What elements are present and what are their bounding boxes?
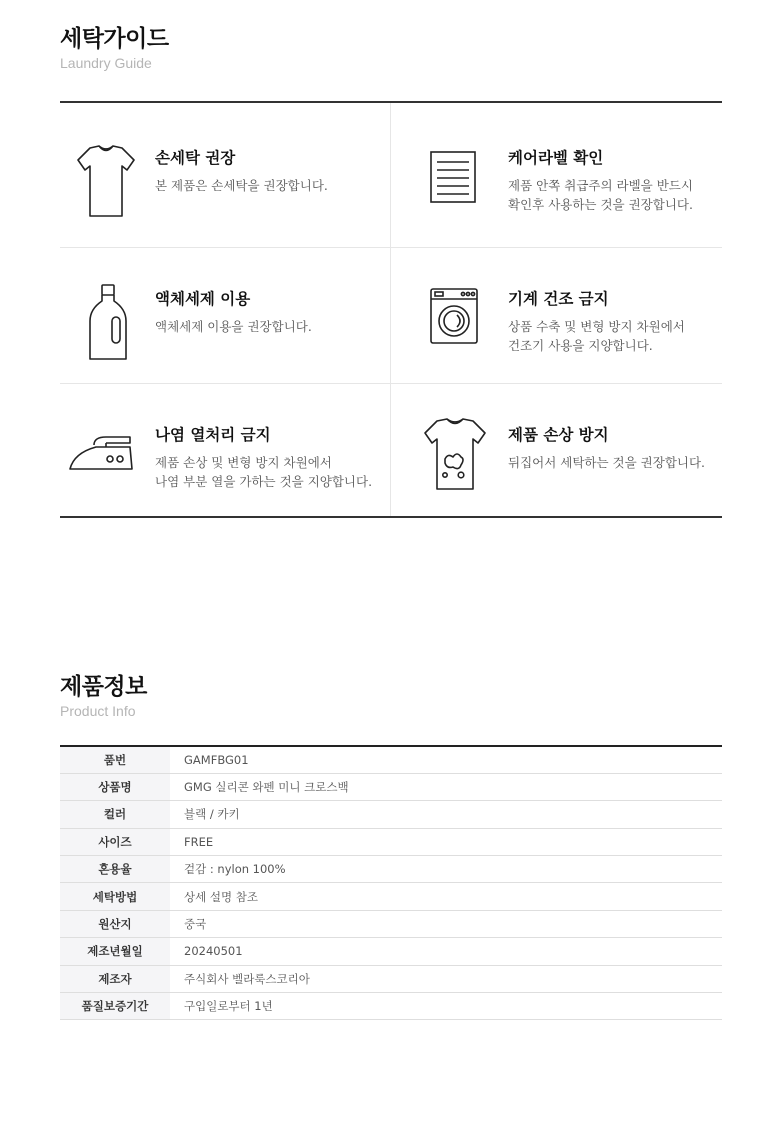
product-info-subtitle: Product Info <box>60 703 136 719</box>
guide-item-liquid-detergent <box>60 249 391 387</box>
product-info-title: 제품정보 <box>60 674 147 700</box>
row-label: 사이즈 <box>60 828 170 855</box>
laundry-guide-title: 세탁가이드 <box>60 26 169 52</box>
laundry-guide-subtitle: Laundry Guide <box>60 55 152 71</box>
row-label: 원산지 <box>60 910 170 937</box>
dryer-icon <box>423 281 503 361</box>
guide-item-desc <box>508 317 685 355</box>
table-row <box>60 828 722 855</box>
desc-line: 본 제품은 손세탁을 권장합니다. <box>155 178 328 193</box>
table-row <box>60 993 722 1020</box>
table-row <box>60 938 722 965</box>
row-label: 품질보증기간 <box>60 993 170 1020</box>
row-label: 품번 <box>60 746 170 773</box>
guide-item-no-heat-print <box>60 385 391 523</box>
desc-line: 건조기 사용을 지양합니다. <box>508 338 653 353</box>
table-row <box>60 856 722 883</box>
guide-item-title: 손세탁 권장 <box>155 149 236 167</box>
laundry-guide-grid <box>60 101 722 518</box>
guide-item-desc <box>155 176 328 195</box>
desc-line: 액체세제 이용을 권장합니다. <box>155 319 312 334</box>
guide-item-prevent-damage <box>391 385 722 523</box>
table-row <box>60 773 722 800</box>
guide-item-hand-wash <box>60 108 391 246</box>
inside-out-shirt-icon <box>415 417 495 497</box>
guide-item-desc <box>155 317 312 336</box>
guide-item-desc <box>155 453 372 491</box>
guide-item-title: 기계 건조 금지 <box>508 290 609 308</box>
guide-item-no-tumble-dry <box>391 249 722 387</box>
row-value: GMG 실리콘 와펜 미니 크로스백 <box>170 773 722 800</box>
iron-icon <box>66 417 146 497</box>
tshirt-icon <box>66 140 146 220</box>
desc-line: 나염 부분 열을 가하는 것을 지양합니다. <box>155 474 373 489</box>
detergent-bottle-icon <box>66 281 146 361</box>
row-label: 상품명 <box>60 773 170 800</box>
row-value: 주식회사 벨라룩스코리아 <box>170 965 722 992</box>
guide-item-title: 케어라벨 확인 <box>508 149 604 167</box>
row-label: 세탁방법 <box>60 883 170 910</box>
table-row <box>60 746 722 773</box>
table-row <box>60 801 722 828</box>
row-value: 20240501 <box>170 938 722 965</box>
row-value: FREE <box>170 828 722 855</box>
grid-divider <box>60 247 722 248</box>
guide-item-title: 나염 열처리 금지 <box>155 426 271 444</box>
row-label: 제조자 <box>60 965 170 992</box>
row-label: 컬러 <box>60 801 170 828</box>
row-value: 블랙 / 카키 <box>170 801 722 828</box>
row-value: GAMFBG01 <box>170 746 722 773</box>
guide-item-title: 액체세제 이용 <box>155 290 251 308</box>
table-row <box>60 883 722 910</box>
table-row <box>60 910 722 937</box>
guide-item-care-label <box>391 108 722 246</box>
guide-item-desc <box>508 453 705 472</box>
guide-item-title: 제품 손상 방지 <box>508 426 609 444</box>
desc-line: 상품 수축 및 변형 방지 차원에서 <box>508 319 685 334</box>
product-info-table <box>60 745 722 1020</box>
guide-item-desc <box>508 176 693 214</box>
desc-line: 제품 안쪽 취급주의 라벨을 반드시 <box>508 178 693 193</box>
row-value: 상세 설명 참조 <box>170 883 722 910</box>
row-value: 중국 <box>170 910 722 937</box>
row-label: 혼용율 <box>60 856 170 883</box>
desc-line: 확인후 사용하는 것을 권장합니다. <box>508 197 693 212</box>
care-label-icon <box>423 140 503 220</box>
row-value: 겉감 : nylon 100% <box>170 856 722 883</box>
desc-line: 뒤집어서 세탁하는 것을 권장합니다. <box>508 455 706 470</box>
row-label: 제조년월일 <box>60 938 170 965</box>
desc-line: 제품 손상 및 변형 방지 차원에서 <box>155 455 332 470</box>
row-value: 구입일로부터 1년 <box>170 993 722 1020</box>
table-row <box>60 965 722 992</box>
